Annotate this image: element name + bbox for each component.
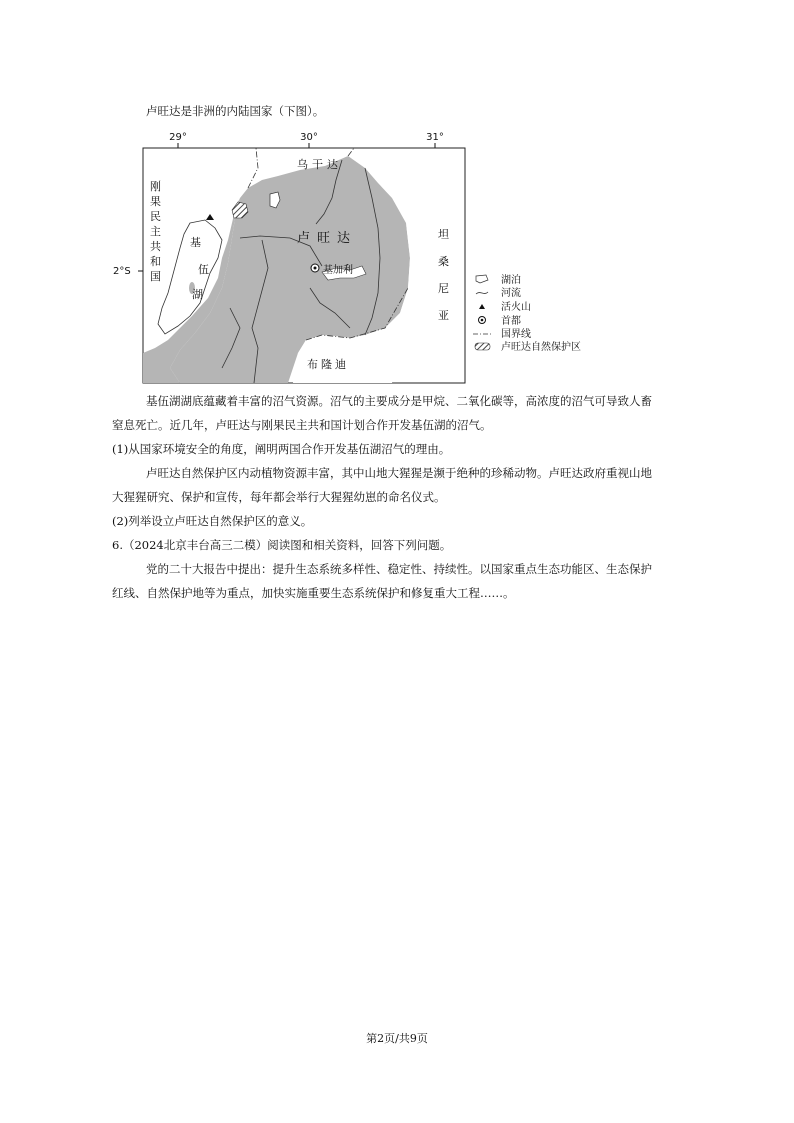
question-1: (1)从国家环境安全的角度，阐明两国合作开发基伍湖沼气的理由。 [112, 442, 451, 456]
svg-text:国界线: 国界线 [501, 329, 531, 340]
para3-line2: 红线、自然保护地等为重点，加快实施重要生态系统保护和修复重大工程……。 [112, 586, 515, 600]
svg-text:坦: 坦 [438, 228, 449, 241]
label-drc [150, 179, 161, 283]
question-6: 6.（2024北京丰台高三二模）阅读图和相关资料，回答下列问题。 [112, 538, 452, 552]
map-legend [473, 273, 581, 353]
svg-text:尼: 尼 [438, 282, 449, 295]
para2-line2: 大猩猩研究、保护和宣传，每年都会举行大猩猩幼崽的命名仪式。 [112, 490, 446, 504]
label-kigali: 基加利 [323, 265, 353, 276]
rwanda-map [110, 128, 610, 388]
svg-text:河流: 河流 [501, 288, 521, 299]
lon-label-29: 29° [169, 132, 187, 143]
svg-text:卢旺达自然保护区: 卢旺达自然保护区 [501, 342, 581, 353]
intro-text: 卢旺达是非洲的内陆国家（下图）。 [146, 104, 325, 118]
lon-label-31: 31° [426, 132, 444, 143]
reserve-icon [475, 343, 490, 350]
para3-line1: 党的二十大报告中提出：提升生态系统多样性、稳定性、持续性。以国家重点生态功能区、生态保护 [146, 562, 652, 576]
svg-text:和: 和 [150, 255, 161, 268]
svg-text:活火山: 活火山 [501, 302, 531, 313]
page-footer: 第2页/共9页 [366, 1032, 428, 1045]
river-icon [476, 292, 488, 294]
label-rwanda: 卢旺达 [297, 231, 358, 246]
svg-text:首都: 首都 [501, 316, 521, 327]
volcano-icon [479, 304, 485, 309]
para1-line2: 窒息死亡。近几年，卢旺达与刚果民主共和国计划合作开发基伍湖的沼气。 [112, 418, 492, 432]
lat-label: 2°S [113, 266, 131, 277]
svg-text:亚: 亚 [438, 309, 449, 322]
lake-icon [476, 275, 488, 283]
para2-line1: 卢旺达自然保护区内动植物资源丰富，其中山地大猩猩是濒于绝种的珍稀动物。卢旺达政府重视山地 [146, 466, 652, 480]
question-2: (2)列举设立卢旺达自然保护区的意义。 [112, 514, 313, 528]
label-uganda: 乌干达 [297, 158, 342, 171]
svg-text:主: 主 [150, 225, 161, 238]
svg-text:湖泊: 湖泊 [501, 275, 521, 286]
svg-text:共: 共 [150, 240, 161, 253]
svg-text:基: 基 [190, 236, 201, 249]
lon-label-30: 30° [300, 132, 318, 143]
svg-text:民: 民 [150, 210, 161, 223]
svg-text:湖: 湖 [192, 288, 203, 301]
svg-text:桑: 桑 [438, 255, 449, 268]
svg-text:果: 果 [150, 195, 161, 208]
para1-line1: 基伍湖湖底蕴藏着丰富的沼气资源。沼气的主要成分是甲烷、二氧化碳等，高浓度的沼气可导致人畜 [146, 394, 652, 408]
svg-text:伍: 伍 [198, 263, 209, 276]
label-burundi: 布隆迪 [307, 358, 349, 371]
svg-text:国: 国 [150, 270, 161, 283]
svg-text:刚: 刚 [150, 180, 161, 193]
